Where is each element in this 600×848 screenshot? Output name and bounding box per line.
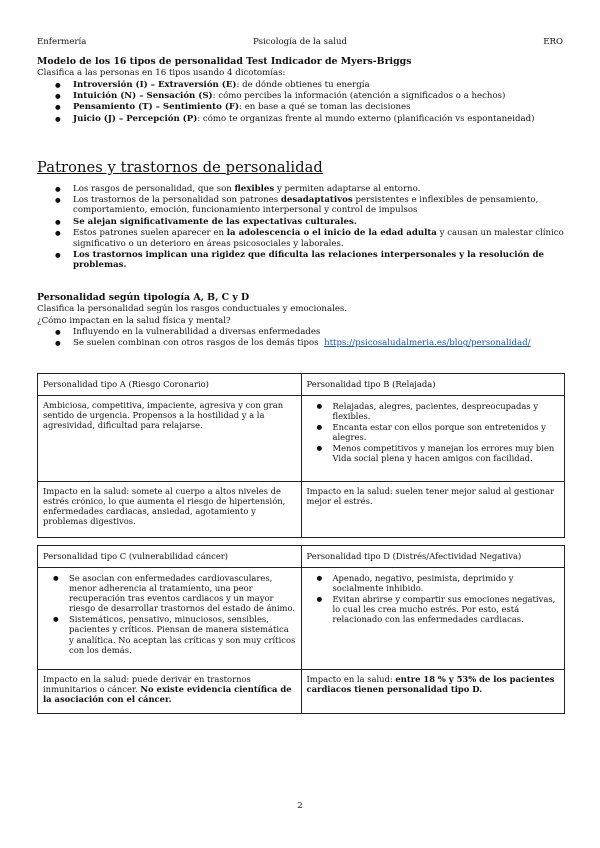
list-item: ● Apenado, negativo, pesimista, deprimido y socialmente inhibido.	[317, 573, 560, 593]
tipo-b-description	[301, 396, 565, 482]
header-course: Psicología de la salud	[253, 37, 347, 47]
table-tipos-c-d	[37, 545, 565, 714]
mbti-section	[37, 56, 567, 124]
tipologia-line1: Clasifica la personalidad según los rasgos conductuales y emocionales.	[37, 304, 348, 315]
list-item: ● Los trastornos implican una rigidez que dificulta las relaciones interpersonales y la resolución de problemas.	[55, 250, 567, 271]
tipo-c-impact: Impacto en la salud: puede derivar en trastornos inmunitarios o cáncer. No existe evidencia científica de la asociación con el cáncer.	[38, 670, 302, 714]
list-item: ● Influyendo en la vulnerabilidad a diversas enfermedades	[55, 327, 567, 337]
tipo-d-impact: Impacto en la salud: entre 18 % y 53% de los pacientes cardiacos tienen personalidad tipo D.	[301, 670, 565, 714]
patrones-list	[55, 184, 567, 271]
tipo-c-description	[38, 568, 302, 670]
patrones-title: Patrones y trastornos de personalidad	[37, 159, 323, 176]
list-item: ● Estos patrones suelen aparecer en la adolescencia o el inicio de la edad adulta y causan un malestar clínico significativo o un deterioro en áreas psicosociales y laborales.	[55, 228, 567, 249]
list-item: ● Se alejan significativamente de las expectativas culturales.	[55, 217, 567, 227]
header-initials: ERO	[543, 37, 563, 47]
list-item: ● Relajadas, alegres, pacientes, despreocupadas y flexibles.	[317, 401, 560, 421]
list-item: ● Menos competitivos y manejan los errores muy bien Vida social plena y hacen amigos con facilidad.	[317, 443, 560, 463]
list-item: ● Introversión (I) – Extraversión (E): de dónde obtienes tu energía	[55, 80, 567, 90]
table-tipos-a-b	[37, 373, 565, 538]
page-number: 2	[297, 801, 303, 811]
list-item: ● Juicio (J) – Percepción (P): cómo te organizas frente al mundo externo (planificación vs espontaneidad)	[55, 114, 567, 124]
tipo-c-header: Personalidad tipo C (vulnerabilidad cáncer)	[38, 546, 302, 568]
page-header	[37, 37, 563, 49]
list-item: ● Pensamiento (T) – Sentimiento (F): en base a qué se toman las decisiones	[55, 102, 567, 112]
tipo-b-header: Personalidad tipo B (Relajada)	[301, 374, 565, 396]
tipologia-title: Personalidad según tipología A, B, C y D	[37, 292, 250, 303]
list-item: ● Sistemáticos, pensativo, minuciosos, sensibles, pacientes y críticos. Piensan de manera sistemática y analítica. No aceptan las críticas y son muy críticos con los demás.	[53, 614, 296, 654]
list-item: ● Encanta estar con ellos porque son entretenidos y alegres.	[317, 422, 560, 442]
tipo-a-impact: Impacto en la salud: somete al cuerpo a altos niveles de estrés crónico, lo que aumenta el riesgo de hipertensión, enfermedades cardiacas, ansiedad, agotamiento y problemas digestivos.	[38, 482, 302, 538]
psicosalud-link[interactable]: https://psicosaludalmeria.es/blog/personalidad/	[324, 338, 531, 349]
list-item: ● Evitan abrirse y compartir sus emociones negativas, lo cual les crea mucho estrés. Por esto, está relacionado con las enfermedades cardiacas.	[317, 594, 560, 624]
list-item: ● Intuición (N) – Sensación (S): cómo percibes la información (atención a significados o a hechos)	[55, 91, 567, 101]
mbti-title: Modelo de los 16 tipos de personalidad Test Indicador de Myers-Briggs	[37, 56, 412, 67]
tipo-a-header: Personalidad tipo A (Riesgo Coronario)	[38, 374, 302, 396]
list-item: ● Los rasgos de personalidad, que son flexibles y permiten adaptarse al entorno.	[55, 184, 567, 194]
list-item: ● Se suelen combinan con otros rasgos de los demás tipos https://psicosaludalmeria.es/blog/personalidad/	[55, 338, 567, 348]
list-item: ● Los trastornos de la personalidad son patrones desadaptativos persistentes e inflexibles de pensamiento, comportamiento, emoción, funcionamiento interpersonal y control de impulsos	[55, 195, 567, 216]
list-item: ● Se asocian con enfermedades cardiovasculares, menor adherencia al tratamiento, una peor recuperación tras eventos cardiacos y un mayor riesgo de desarrollar trastornos del estado de ánimo.	[53, 573, 296, 613]
header-subject: Enfermería	[37, 37, 87, 47]
tipologia-section	[37, 292, 567, 349]
tipo-d-header: Personalidad tipo D (Distrés/Afectividad Negativa)	[301, 546, 565, 568]
tipologia-list	[55, 327, 567, 349]
tipo-b-impact: Impacto en la salud: suelen tener mejor salud al gestionar mejor el estrés.	[301, 482, 565, 538]
patrones-section	[37, 159, 567, 271]
tipo-d-description	[301, 568, 565, 670]
tipo-a-description: Ambiciosa, competitiva, impaciente, agresiva y con gran sentido de urgencia. Propensos a la hostilidad y a la agresividad, dificultad para relajarse.	[38, 396, 302, 482]
mbti-intro: Clasifica a las personas en 16 tipos usando 4 dicotomías:	[37, 68, 286, 79]
mbti-list	[55, 80, 567, 124]
tipologia-line2: ¿Cómo impactan en la salud física y mental?	[37, 315, 231, 326]
